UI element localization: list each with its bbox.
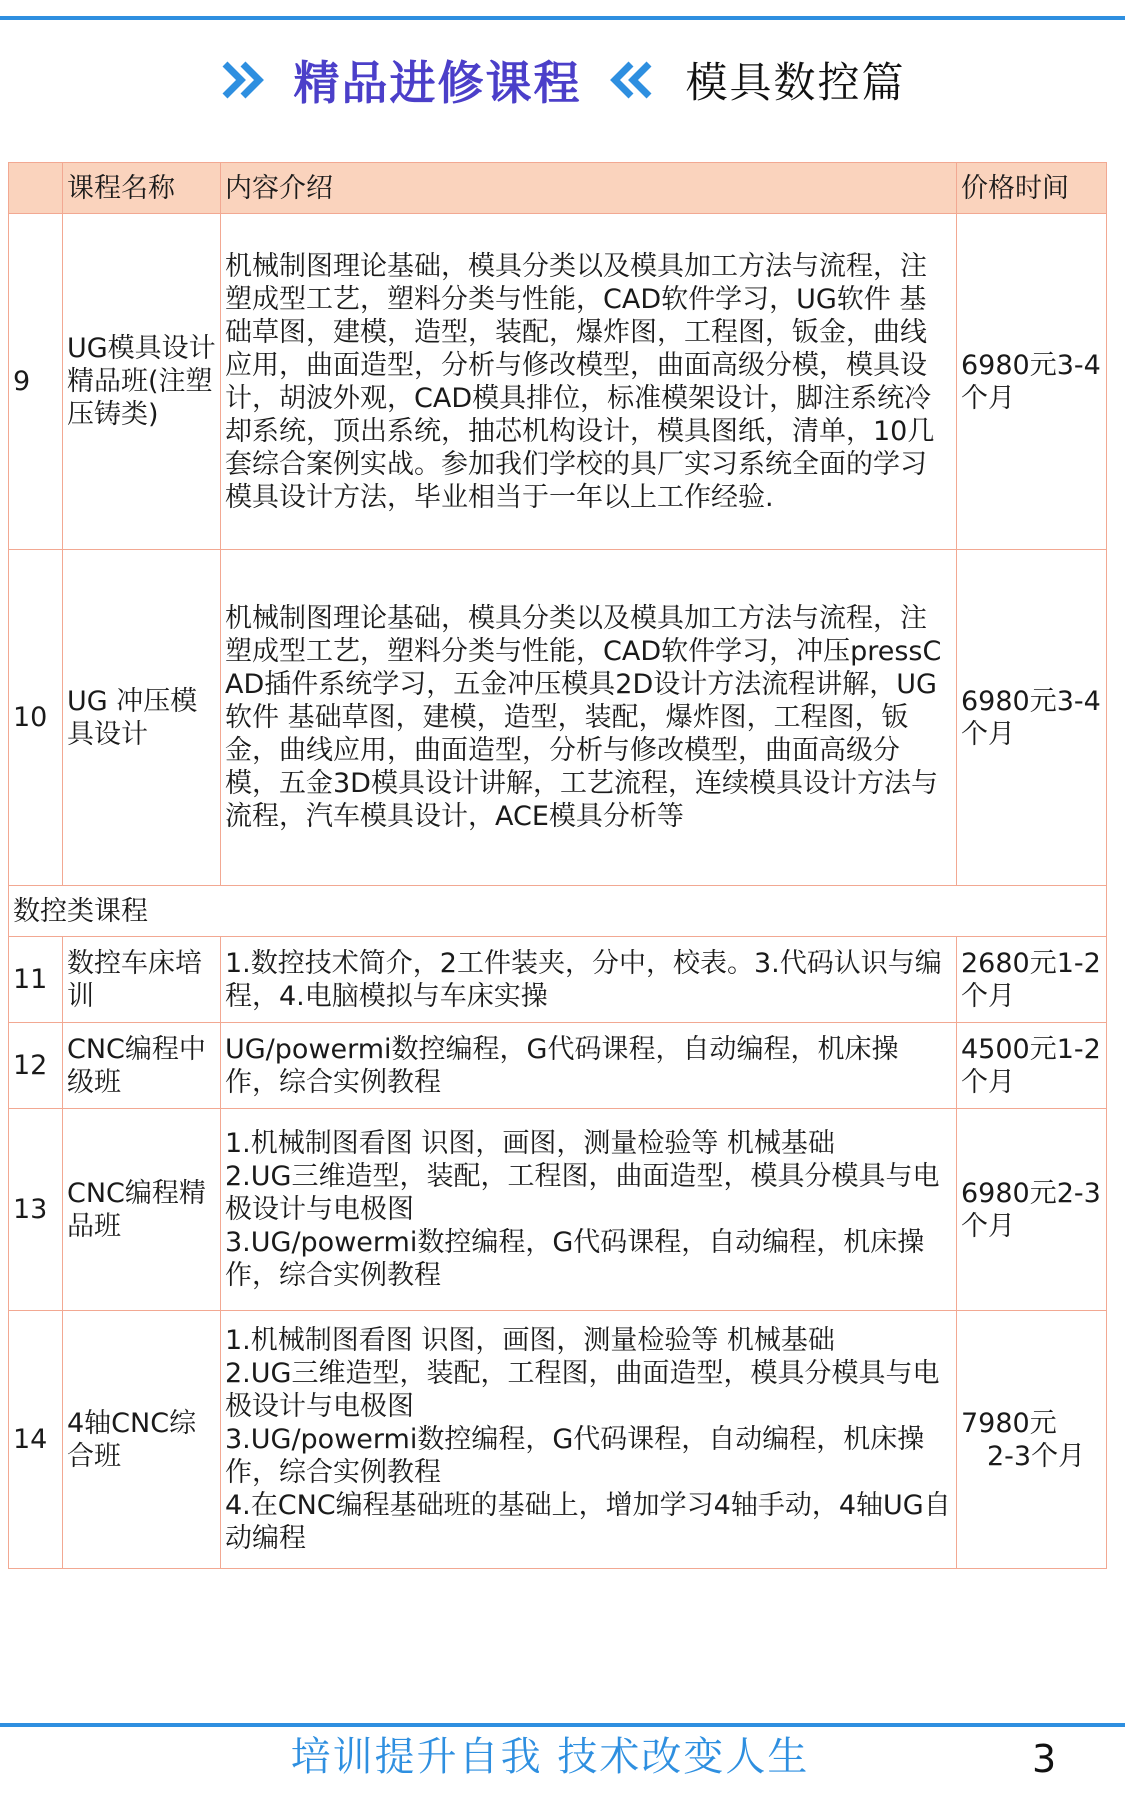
page-number: 3 [1032, 1737, 1057, 1781]
top-rule [0, 16, 1125, 20]
section-row [9, 886, 1107, 937]
content-line: 4.在CNC编程基础班的基础上，增加学习4轴手动，4轴UG自动编程 [225, 1490, 951, 1554]
header-course-name: 课程名称 [63, 163, 221, 214]
row-number: 11 [9, 937, 63, 1023]
row-number: 12 [9, 1023, 63, 1109]
page-title: 精品进修课程 [293, 56, 582, 110]
content-line: 1.机械制图看图 识图，画图，测量检验等 机械基础 [225, 1325, 835, 1356]
course-price: 6980元2-3个月 [957, 1109, 1107, 1311]
content-line: 3.UG/powermi数控编程，G代码课程，自动编程，机床操作，综合实例教程 [225, 1424, 925, 1488]
footer-rule [0, 1723, 1125, 1727]
course-content: 机械制图理论基础，模具分类以及模具加工方法与流程，注塑成型工艺，塑料分类与性能，CAD软件学习，UG软件 基础草图，建模，造型，装配，爆炸图，工程图，钣金，曲线应用，曲面造型，分析与修改模型，曲面高级分模，模具设计，胡波外观，CAD模具排位，标准模架设计，脚注系统冷却系统，顶出系统，抽芯机构设计，模具图纸，清单，10几套综合案例实战。参加我们学校的具厂实习系统全面的学习模具设计方法，毕业相当于一年以上工作经验. [221, 214, 957, 550]
table-row [9, 937, 1107, 1023]
row-number: 14 [9, 1311, 63, 1569]
header-price-time: 价格时间 [957, 163, 1107, 214]
course-content: UG/powermi数控编程，G代码课程，自动编程，机床操作，综合实例教程 [221, 1023, 957, 1109]
table-header-row [9, 163, 1107, 214]
content-line: 2.UG三维造型，装配，工程图，曲面造型，模具分模具与电极设计与电极图 [225, 1161, 940, 1225]
course-name: UG 冲压模具设计 [63, 550, 221, 886]
price-duration: 2-3个月 [987, 1440, 1086, 1472]
row-number: 10 [9, 550, 63, 886]
table-row [9, 214, 1107, 550]
course-price: 4500元1-2个月 [957, 1023, 1107, 1109]
table-row [9, 1023, 1107, 1109]
row-number: 9 [9, 214, 63, 550]
course-content: 1.数控技术简介，2工件装夹，分中，校表。3.代码认识与编程，4.电脑模拟与车床实操 [221, 937, 957, 1023]
header-no-cell [9, 163, 63, 214]
header-content: 内容介绍 [221, 163, 957, 214]
double-chevron-left-icon [603, 54, 655, 106]
section-title: 数控类课程 [9, 886, 1107, 937]
content-line: 2.UG三维造型，装配，工程图，曲面造型，模具分模具与电极设计与电极图 [225, 1358, 940, 1422]
course-price [957, 1311, 1107, 1569]
course-price: 6980元3-4个月 [957, 214, 1107, 550]
course-name: CNC编程中级班 [63, 1023, 221, 1109]
table-row [9, 1109, 1107, 1311]
double-chevron-right-icon [219, 54, 271, 106]
course-content [221, 1109, 957, 1311]
table-row [9, 550, 1107, 886]
row-number: 13 [9, 1109, 63, 1311]
content-line: 3.UG/powermi数控编程，G代码课程，自动编程，机床操作，综合实例教程 [225, 1227, 925, 1291]
course-price: 6980元3-4个月 [957, 550, 1107, 886]
course-table [8, 162, 1107, 1569]
course-name: UG模具设计精品班(注塑 压铸类) [63, 214, 221, 550]
content-line: 1.机械制图看图 识图，画图，测量检验等 机械基础 [225, 1128, 835, 1159]
course-name: CNC编程精品班 [63, 1109, 221, 1311]
course-price: 2680元1-2个月 [957, 937, 1107, 1023]
course-content [221, 1311, 957, 1569]
page-header [0, 40, 1125, 120]
price-amount: 7980元 [961, 1407, 1057, 1439]
course-name: 数控车床培训 [63, 937, 221, 1023]
footer-slogan: 培训提升自我 技术改变人生 [290, 1734, 810, 1780]
course-content: 机械制图理论基础，模具分类以及模具加工方法与流程，注塑成型工艺，塑料分类与性能，CAD软件学习，冲压pressCAD插件系统学习，五金冲压模具2D设计方法流程讲解，UG软件 基础草图，建模，造型，装配，爆炸图，工程图，钣金，曲线应用，曲面造型，分析与修改模型，曲面高级分模，五金3D模具设计讲解，工艺流程，连续模具设计方法与流程，汽车模具设计，ACE模具分析等 [221, 550, 957, 886]
page-subtitle: 模具数控篇 [685, 58, 906, 107]
table-row [9, 1311, 1107, 1569]
course-name: 4轴CNC综合班 [63, 1311, 221, 1569]
